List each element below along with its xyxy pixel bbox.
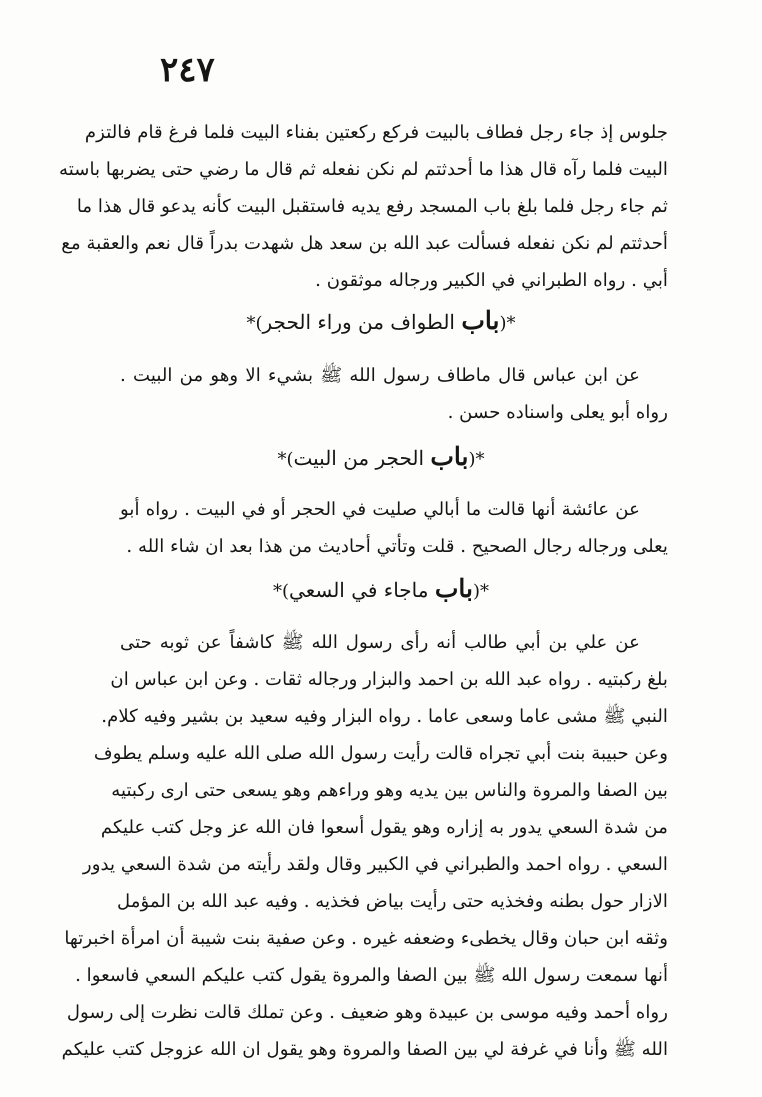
- heading-close-mark: )*: [246, 313, 263, 334]
- text-line: النبي ﷺ مشى عاما وسعى عاما . رواه البزار وفيه سعيد بن بشير وفيه كلام.: [101, 706, 668, 727]
- text-line: أنها سمعت رسول الله ﷺ بين الصفا والمروة يقول كتب عليكم السعي فاسعوا .: [75, 965, 668, 986]
- text-line: عن عائشة أنها قالت ما أبالي صليت في الحجر أو في البيت . رواه أبو: [120, 499, 640, 520]
- text-line: ثم جاء رجل فلما بلغ باب المسجد رفع يديه فاستقبل البيت كأنه يدعو قال هذا ما: [76, 196, 668, 217]
- heading-title: الحجر من البيت: [293, 446, 425, 470]
- text-line: بلغ ركبتيه . رواه عبد الله بن احمد والبزار ورجاله ثقات . وعن ابن عباس ان: [110, 669, 668, 690]
- text-line: جلوس إذ جاء رجل فطاف بالبيت فركع ركعتين بفناء البيت فلما فرغ قام فالتزم: [84, 122, 668, 143]
- paragraph-hijr: [120, 491, 668, 565]
- text-line: رواه أبو يعلى واسناده حسن .: [447, 402, 668, 423]
- heading-title: ماجاء في السعي: [289, 578, 429, 602]
- chapter-heading: [0, 306, 762, 335]
- text-line: أحدثتم لم نكن نفعله فسألت عبد الله بن سعد هل شهدت بدراً قال نعم والعقبة مع: [61, 233, 668, 254]
- heading-bab-word: باب: [434, 574, 473, 603]
- text-line: الازار حول بطنه وفخذيه حتى رأيت بياض فخذيه . وفيه عبد الله بن المؤمل: [116, 891, 668, 912]
- text-line: وعن حبيبة بنت أبي تجراه قالت رأيت رسول الله صلى الله عليه وسلم يطوف: [93, 743, 668, 764]
- text-line: من شدة السعي يدور به إزاره وهو يقول أسعوا فان الله عز وجل كتب عليكم: [100, 817, 668, 838]
- heading-title: الطواف من وراء الحجر: [262, 310, 455, 334]
- text-line: البيت فلما رآه قال هذا ما أحدثتم لم نكن نفعله ثم قال ما رضي حتى يضربها باسته: [58, 159, 668, 180]
- heading-open-mark: *(: [468, 449, 485, 470]
- heading-open-mark: *(: [499, 313, 516, 334]
- text-line: بين الصفا والمروة والناس بين يديه وهو وراءهم وهو يسعى حتى ارى ركبتيه: [111, 780, 668, 801]
- paragraph-continuation: [58, 114, 668, 299]
- text-line: السعي . رواه احمد والطبراني في الكبير وقال ولقد رأيته من شدة السعي يدور: [82, 854, 668, 875]
- text-line: عن علي بن أبي طالب أنه رأى رسول الله ﷺ كاشفاً عن ثوبه حتى: [120, 632, 640, 653]
- text-line: وثقه ابن حبان وقال يخطىء وضعفه غيره . وعن صفية بنت شيبة أن امرأة اخبرتها: [64, 928, 668, 949]
- text-line: الله ﷺ وأنا في غرفة لي بين الصفا والمروة وهو يقول ان الله عزوجل كتب عليكم: [61, 1039, 668, 1060]
- text-line: رواه أحمد وفيه موسى بن عبيدة وهو ضعيف . وعن تملك قالت نظرت إلى رسول: [66, 1002, 668, 1023]
- heading-close-mark: )*: [277, 449, 294, 470]
- page-number: ٢٤٧: [160, 50, 215, 90]
- paragraph-sai: [61, 624, 668, 1068]
- heading-close-mark: )*: [273, 581, 290, 602]
- chapter-heading: [0, 442, 762, 471]
- text-line: أبي . رواه الطبراني في الكبير ورجاله موثقون .: [315, 270, 668, 291]
- text-line: عن ابن عباس قال ماطاف رسول الله ﷺ بشيء الا وهو من البيت .: [120, 365, 640, 386]
- heading-bab-word: باب: [430, 442, 469, 471]
- heading-open-mark: *(: [472, 581, 489, 602]
- paragraph-tawaf: [120, 357, 668, 431]
- heading-bab-word: باب: [461, 306, 500, 335]
- text-line: يعلى ورجاله رجال الصحيح . قلت وتأتي أحاديث من هذا بعد ان شاء الله .: [126, 536, 668, 557]
- chapter-heading: [0, 574, 762, 603]
